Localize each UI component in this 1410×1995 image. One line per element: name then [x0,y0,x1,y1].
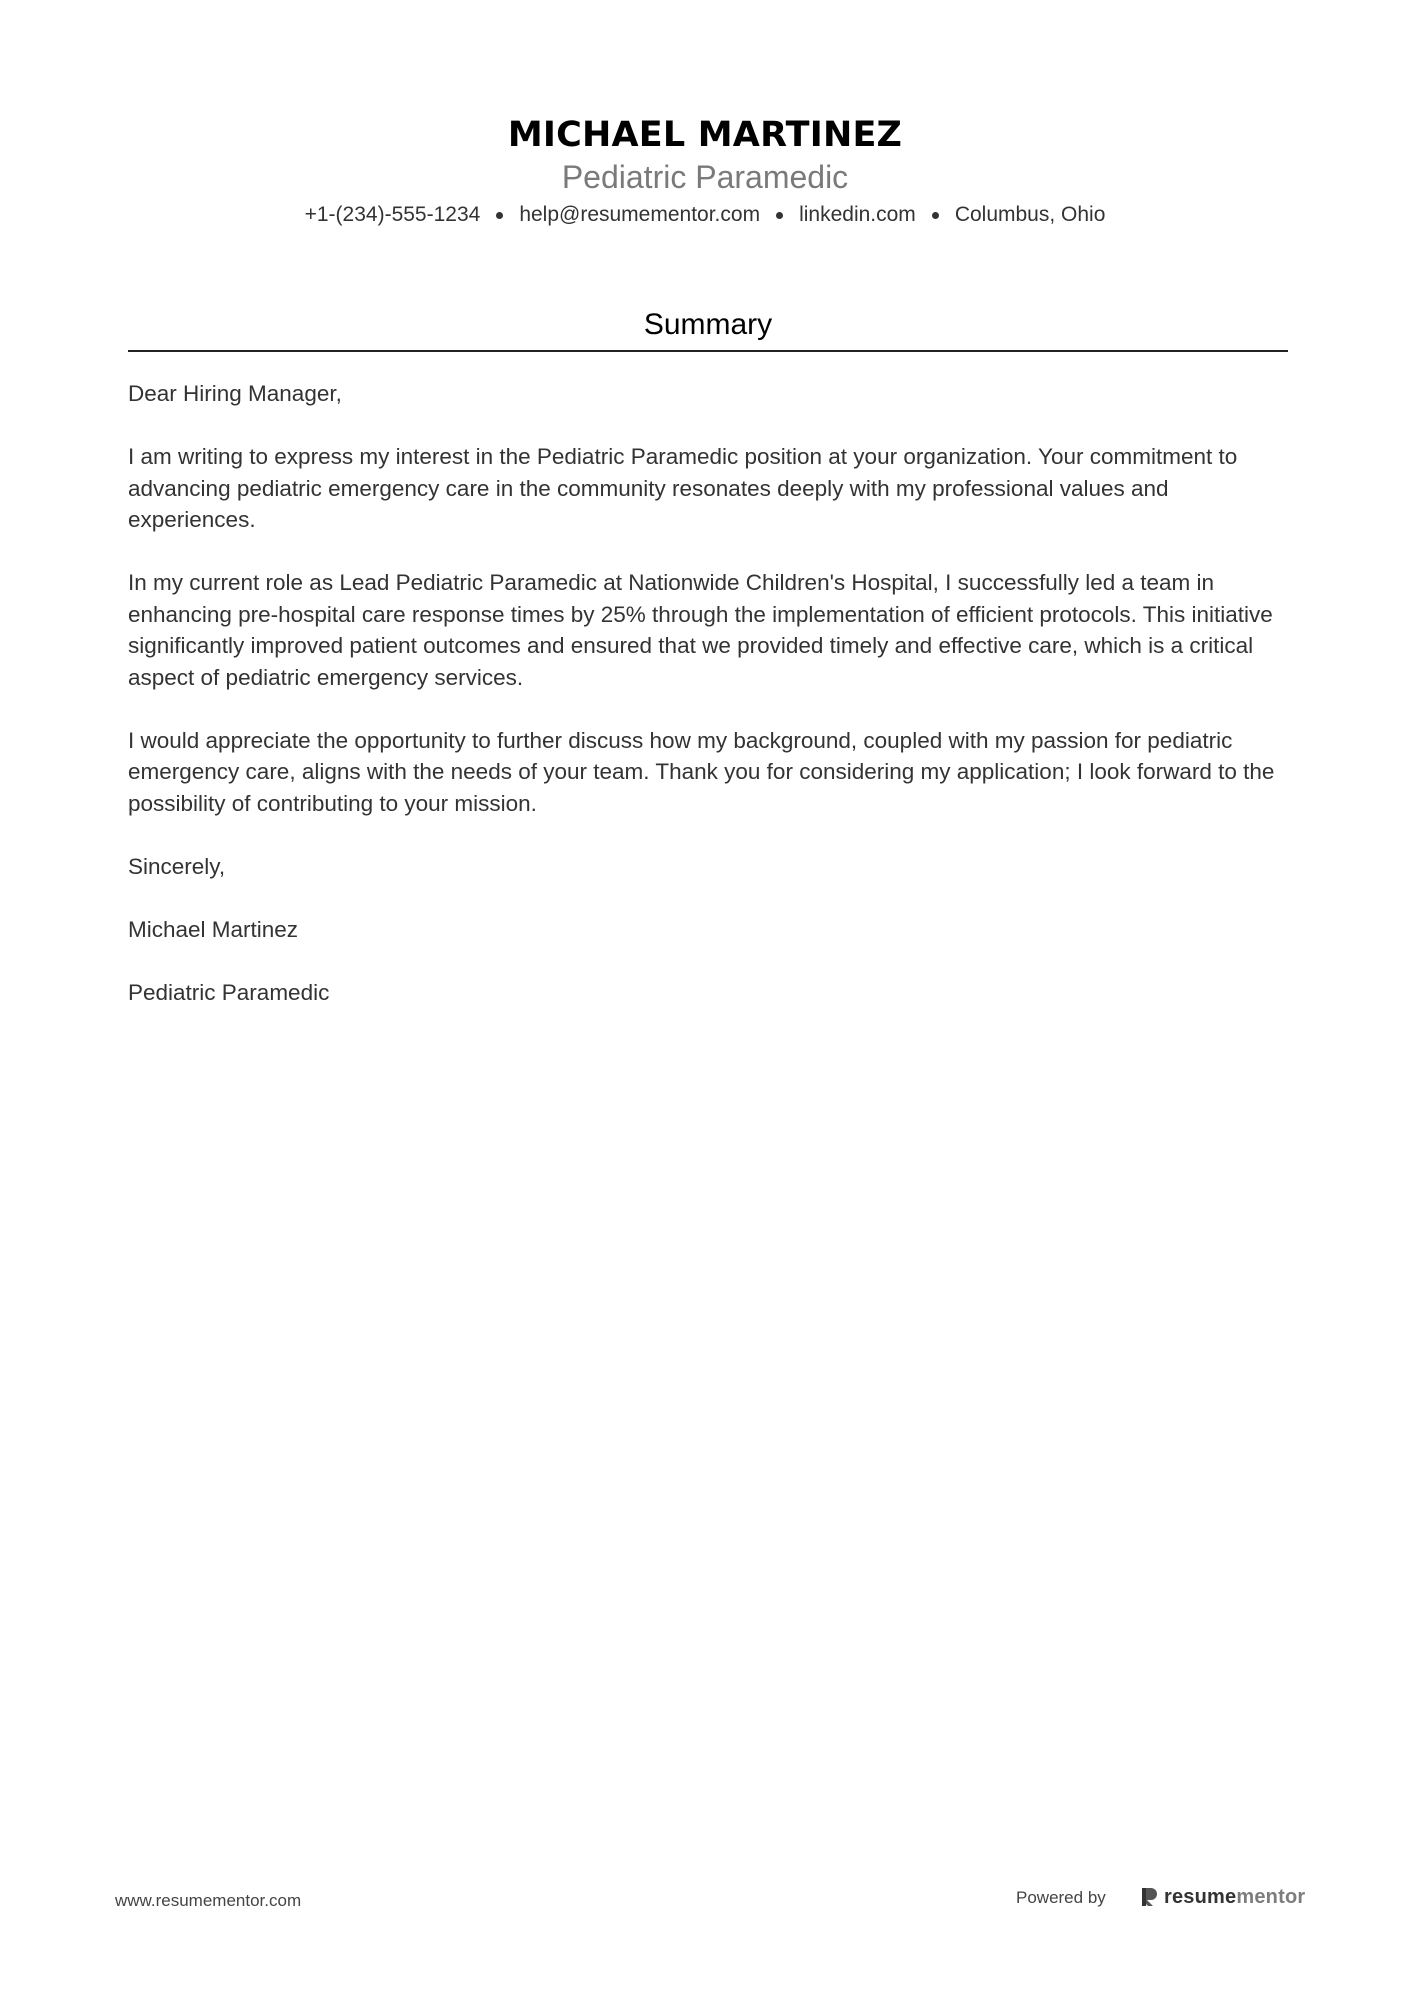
letter-closing: Sincerely, [128,853,226,879]
section-divider [128,350,1288,352]
bullet-separator [932,212,939,219]
footer-website-link[interactable]: www.resumementor.com [115,1891,302,1910]
letter-paragraph: I am writing to express my interest in the Pediatric Paramedic position at your organization. Your commitment to advancing pediatric emergency care in the community resonates deeply with my professional values and experiences. [128,444,1238,532]
letter-paragraph: In my current role as Lead Pediatric Paramedic at Nationwide Children's Hospital, I successfully led a team in enhancing pre-hospital care response times by 25% through the implementation of efficient protocols. This initiative significantly improved patient outcomes and ensured that we provided timely and effective care, which is a critical aspect of pediatric emergency services. [128,570,1273,690]
contact-linkedin[interactable]: linkedin.com [799,203,916,226]
candidate-name: MICHAEL MARTINEZ [507,115,903,155]
letter-salutation: Dear Hiring Manager, [128,381,342,406]
brand-word-bold: resume [1164,1886,1237,1908]
footer-powered-by: Powered by [1016,1888,1106,1907]
brand-logo[interactable] [1140,1883,1305,1911]
contact-line [0,200,1410,230]
bullet-separator [776,212,783,219]
contact-location: Columbus, Ohio [954,203,1106,226]
contact-phone: +1-(234)-555-1234 [304,203,481,226]
candidate-title: Pediatric Paramedic [561,159,849,195]
brand-word-light: mentor [1236,1886,1306,1908]
resume-header [0,112,1410,230]
brand-wordmark [1164,1884,1305,1910]
section-heading: Summary [643,308,773,341]
resumementor-logo-icon [1140,1886,1158,1908]
cover-letter-body [128,378,1293,1040]
bullet-separator [496,212,503,219]
contact-email[interactable]: help@resumementor.com [519,203,761,226]
letter-paragraph: I would appreciate the opportunity to further discuss how my background, coupled with my passion for pediatric emergency care, aligns with the needs of your team. Thank you for considering my application; I look forward to the possibility of contributing to your mission. [128,727,1275,816]
signature-title: Pediatric Paramedic [128,979,330,1005]
signature-name: Michael Martinez [128,916,299,942]
